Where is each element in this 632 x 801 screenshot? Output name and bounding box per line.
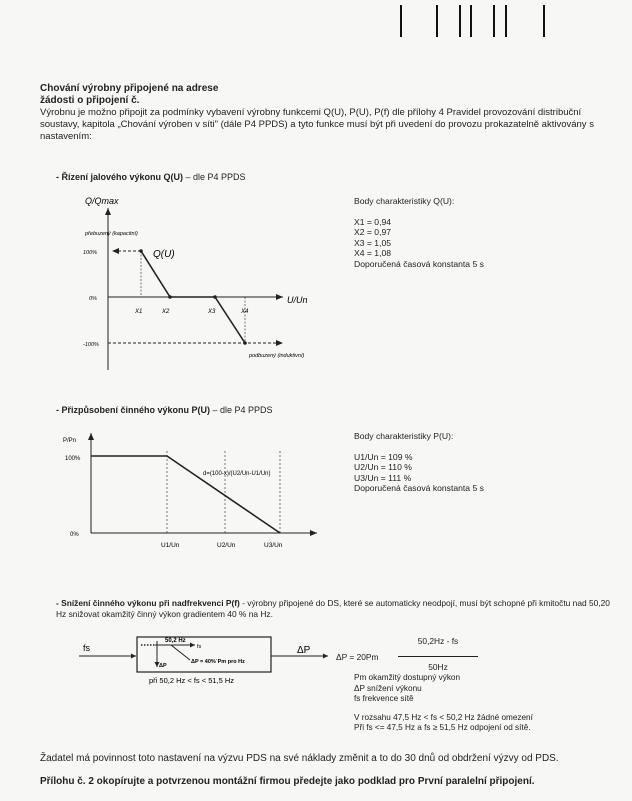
pu-point-u3: U3/Un = 111 % [354, 472, 412, 483]
pf-block-diagram [75, 632, 345, 690]
title-line-2: žádosti o připojení č. [40, 95, 140, 106]
qu-time-constant: Doporučená časová konstanta 5 s [354, 258, 484, 269]
pf-output-label: ΔP [297, 645, 311, 656]
pf-condition-label: při 50,2 Hz < fs < 51,5 Hz [149, 676, 235, 685]
formula-lhs: ΔP = 20Pm [336, 652, 379, 662]
pu-heading-rest: – dle P4 PPDS [210, 405, 273, 415]
qu-point-3 [213, 295, 217, 299]
qu-point-x2: X2 = 0,97 [354, 227, 392, 238]
formula-denominator: 50Hz [428, 662, 448, 672]
qu-point-4 [243, 341, 247, 345]
qu-point-1 [139, 249, 143, 253]
range-note: V rozsahu 47,5 Hz < fs < 50,2 Hz žádné omezení [354, 712, 533, 722]
pu-x-tick-u2: U2/Un [217, 542, 236, 549]
title-line-1: Chování výrobny připojené na adrese [40, 83, 219, 94]
qu-heading-rest: – dle P4 PPDS [183, 172, 246, 182]
qu-point-x4: X4 = 1,08 [354, 248, 392, 259]
pu-curve [91, 456, 280, 533]
qu-annotation-overexcited: přebuzený (kapacitní) [85, 231, 138, 237]
footer-note: Žadatel má povinnost toto nastavení na výzvu PDS na své náklady změnit a to do 30 dnů od obdržení výzvy od PDS. [40, 753, 559, 764]
pf-fs-label: fs [197, 644, 202, 650]
pf-input-label: fs [83, 643, 91, 653]
pf-heading [56, 598, 616, 620]
pu-points-block [354, 431, 484, 494]
pu-y-tick-0: 0% [70, 532, 79, 538]
qu-x-tick-x2: X2 [162, 309, 170, 315]
legend-pm: Pm okamžitý dostupný výkon [354, 673, 461, 682]
qu-x-tick-x1: X1 [135, 309, 143, 315]
qu-x-tick-x4: X4 [241, 309, 249, 315]
disconnect-note: Při fs <= 47,5 Hz a fs ≥ 51,5 Hz odpojení od sítě. [354, 723, 531, 732]
pu-x-tick-u3: U3/Un [264, 542, 283, 549]
formula-fraction-bar [398, 656, 478, 657]
pu-points-title: Body charakteristiky P(U): [354, 431, 454, 441]
qu-point-x3: X3 = 1,05 [354, 237, 392, 248]
pf-gradient-line [171, 645, 190, 660]
pu-y-axis-label: P/Pn [63, 438, 77, 444]
pu-y-tick-100: 100% [65, 456, 81, 462]
qu-x-tick-x3: X3 [208, 309, 216, 315]
legend-fs: fs frekvence sítě [354, 694, 414, 703]
qu-y-tick-minus100: -100% [83, 342, 99, 348]
qu-point-x1: X1 = 0,94 [354, 216, 392, 227]
intro-paragraph: Výrobnu je možno připojit za podmínky vybavení výrobny funkcemi Q(U), P(U), P(f) dle přílohy 4 Pravidel provozování distribuční soustavy, kapitola „Chování výroben v síti" (dále P4 PPDS) a tyto funkce musí být při uvedení do provozu prokazatelně aktivovány s nastavením: [40, 107, 594, 142]
document-title [40, 83, 218, 107]
qu-curve-label: Q(U) [153, 249, 175, 260]
qu-chart [55, 190, 345, 370]
footer-instruction: Přílohu č. 2 okopírujte a potvrzenou montážní firmou předejte jako podklad pro První paralelní připojení. [40, 776, 535, 787]
pu-x-tick-u1: U1/Un [161, 542, 180, 549]
pf-legend [354, 673, 533, 734]
qu-annotation-underexcited: podbuzený (induktivní) [249, 353, 305, 359]
qu-y-tick-0: 0% [89, 296, 97, 302]
formula-numerator: 50,2Hz - fs [417, 636, 459, 646]
pf-gradient-label: ΔP = 40%˙Pm pro Hz [191, 659, 245, 665]
qu-heading-bold: - Řízení jalového výkonu Q(U) [56, 172, 184, 182]
pu-time-constant: Doporučená časová konstanta 5 s [354, 483, 484, 494]
qu-points-title: Body charakteristiky Q(U): [354, 196, 455, 206]
qu-points-block [354, 196, 484, 270]
qu-y-axis-label: Q/Qmax [85, 196, 119, 206]
pu-heading-bold: - Přizpůsobení činného výkonu P(U) [56, 405, 211, 415]
pu-heading [56, 405, 273, 415]
pu-slope-annotation: d=(100-x)/(U2/Un-U1/Un) [203, 471, 271, 477]
pu-point-u1: U1/Un = 109 % [354, 451, 413, 462]
pf-threshold-label: 50,2 Hz [165, 638, 186, 644]
qu-x-axis-label: U/Un [287, 295, 308, 305]
qu-y-tick-100: 100% [83, 250, 98, 256]
pu-point-u2: U2/Un = 110 % [354, 462, 412, 473]
barcode [395, 5, 585, 37]
pu-chart [55, 425, 355, 555]
pf-heading-rest: - výrobny připojené do DS, které se automaticky neodpojí, musí být schopné při kmitočtu nad 50,20 Hz snižovat okamžitý činný výkon gradientem 40 % na Hz. [56, 598, 610, 619]
qu-point-2 [168, 295, 172, 299]
pf-heading-bold: - Snížení činného výkonu při nadfrekvenci P(f) [56, 598, 240, 608]
pf-dp-label: ΔP [159, 663, 167, 669]
qu-heading [56, 172, 246, 182]
legend-dp: ΔP snížení výkonu [354, 683, 422, 693]
